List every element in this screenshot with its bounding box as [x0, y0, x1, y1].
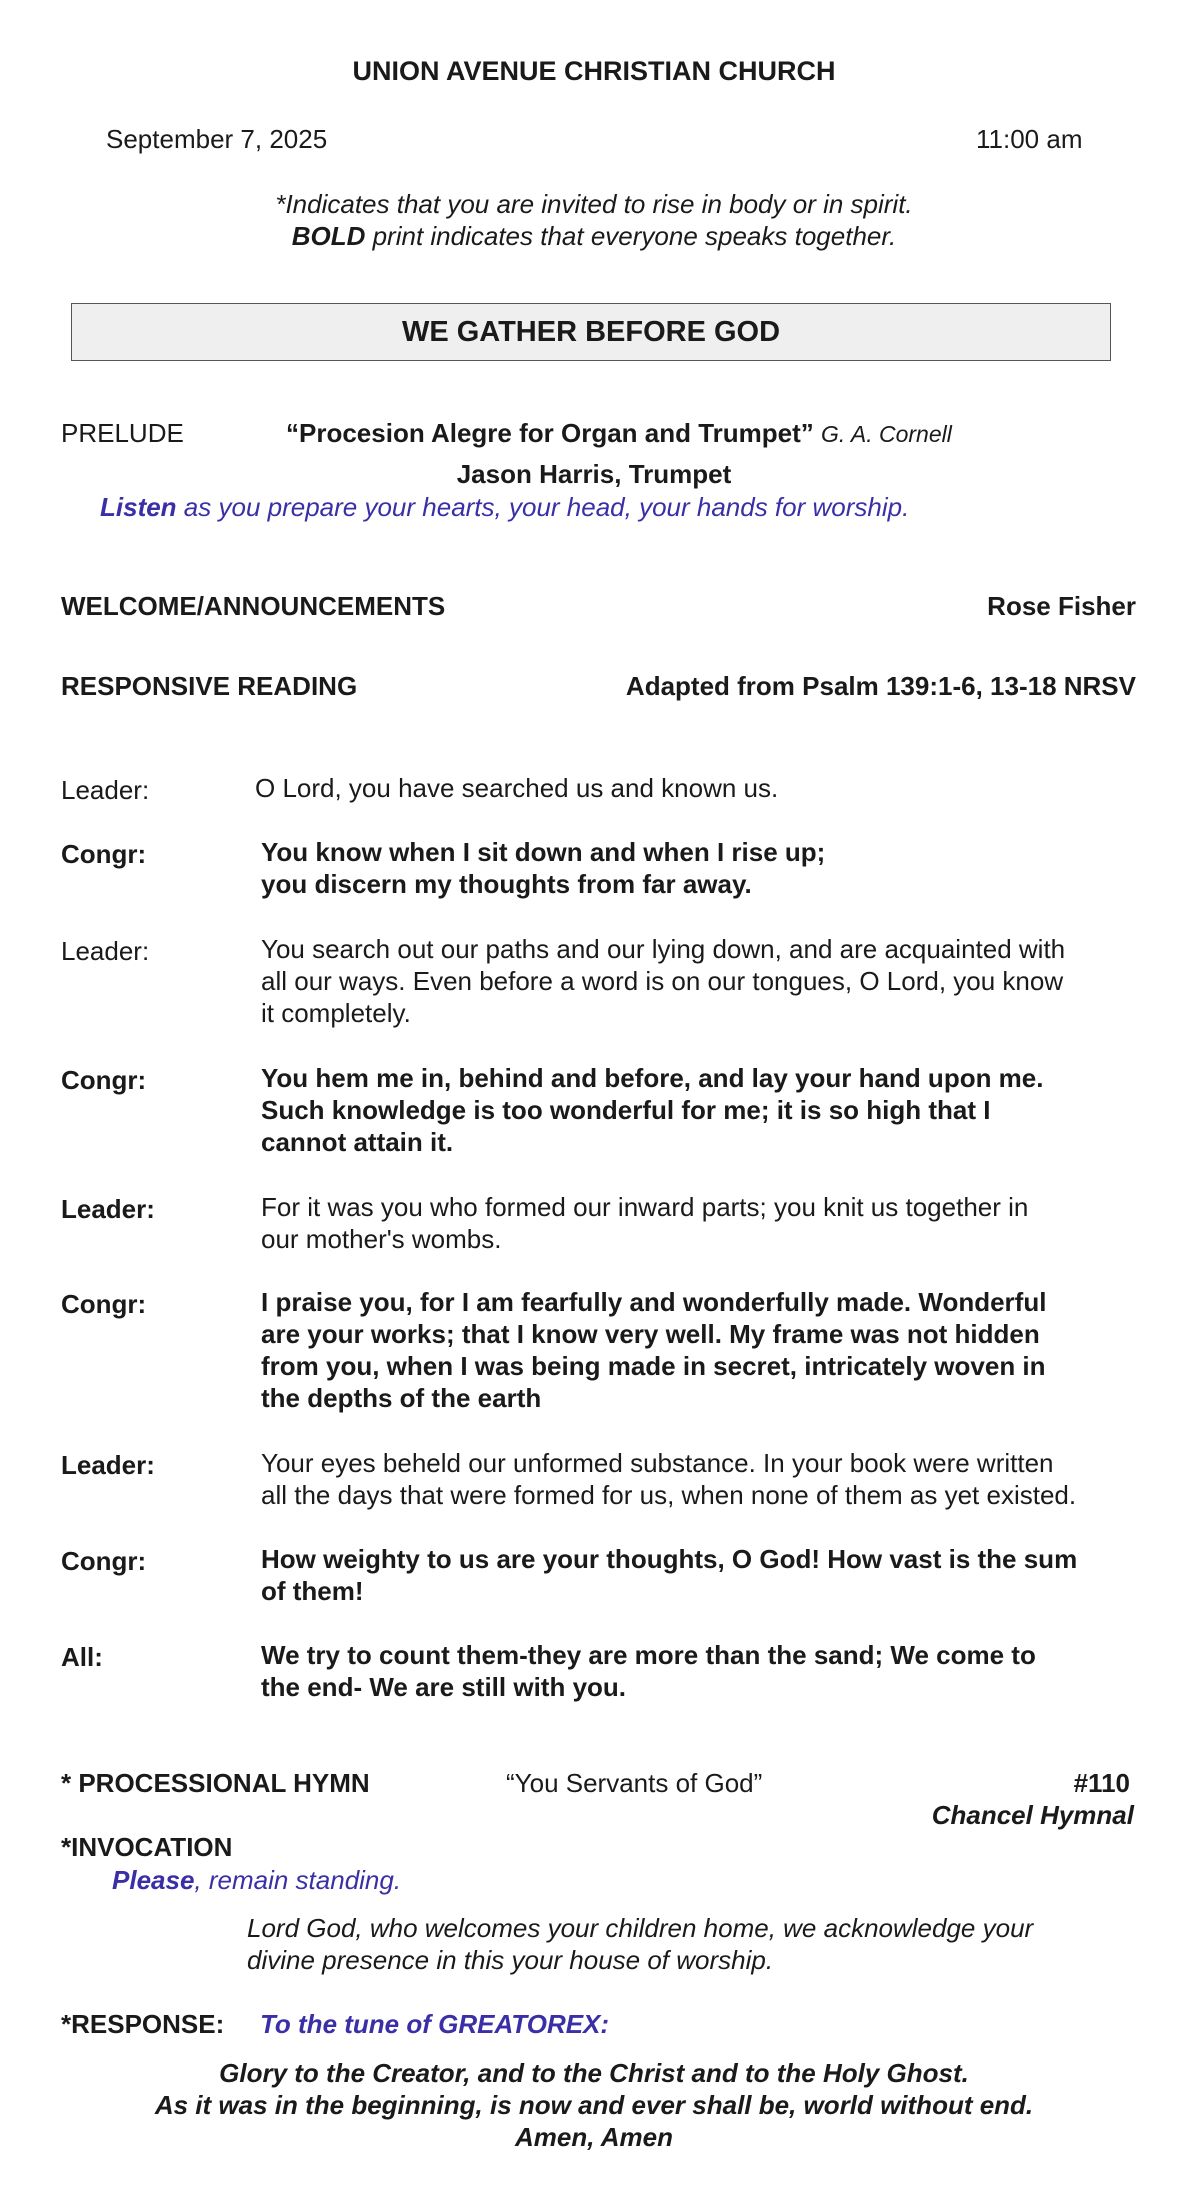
reading-speaker: All:	[61, 1642, 103, 1672]
hymn-label: * PROCESSIONAL HYMN	[61, 1768, 370, 1798]
reading-speaker: Leader:	[61, 1450, 155, 1480]
reading-line: For it was you who formed our inward parts; you knit us together in our mother's wombs.	[261, 1192, 1029, 1254]
prelude-title: “Procesion Alegre for Organ and Trumpet”	[286, 418, 814, 448]
listen-emphasis: Listen	[100, 492, 177, 522]
reading-line: You search out our paths and our lying down, and are acquainted with all our ways. Even before a word is on our tongues, O Lord, you know it completely.	[261, 934, 1066, 1028]
reading-line: How weighty to us are your thoughts, O God! How vast is the sum of them!	[261, 1544, 1078, 1606]
reading-speaker: Congr:	[61, 839, 147, 869]
reading-speaker: Congr:	[61, 1289, 147, 1319]
hymnal-name: Chancel Hymnal	[931, 1800, 1134, 1830]
responsive-reading-label: RESPONSIVE READING	[61, 671, 358, 701]
response-tune: To the tune of GREATOREX:	[260, 2009, 610, 2039]
bold-note-rest: print indicates that everyone speaks together.	[365, 221, 897, 251]
response-line-3: Amen, Amen	[515, 2122, 673, 2152]
reading-line: You know when I sit down and when I rise up; you discern my thoughts from far away.	[261, 837, 826, 899]
prelude-instruction	[100, 492, 909, 523]
response-line-1: Glory to the Creator, and to the Christ and to the Holy Ghost.	[219, 2058, 969, 2088]
bold-note-emphasis: BOLD	[291, 221, 366, 251]
please-rest: , remain standing.	[194, 1865, 402, 1895]
invocation-instruction	[112, 1865, 401, 1896]
responsive-reading-source: Adapted from Psalm 139:1-6, 13-18 NRSV	[625, 671, 1136, 701]
prelude-piece	[286, 418, 952, 449]
hymn-number: #110	[1073, 1768, 1130, 1798]
reading-speaker: Leader:	[61, 936, 150, 966]
prelude-composer: G. A. Cornell	[821, 421, 952, 447]
welcome-label: WELCOME/ANNOUNCEMENTS	[61, 591, 446, 621]
reading-speaker: Congr:	[61, 1546, 147, 1576]
response-line-2: As it was in the beginning, is now and ever shall be, world without end.	[154, 2090, 1034, 2120]
reading-line: O Lord, you have searched us and known us.	[255, 773, 779, 803]
please-emphasis: Please	[112, 1865, 195, 1895]
prelude-label: PRELUDE	[61, 418, 184, 448]
church-name: UNION AVENUE CHRISTIAN CHURCH	[352, 56, 836, 86]
rise-note: *Indicates that you are invited to rise in body or in spirit.	[275, 189, 913, 219]
bold-note	[0, 221, 1188, 252]
invocation-label: *INVOCATION	[61, 1832, 233, 1862]
prelude-performer: Jason Harris, Trumpet	[456, 459, 732, 489]
service-time: 11:00 am	[976, 124, 1083, 154]
section-title-box: WE GATHER BEFORE GOD	[71, 303, 1111, 361]
listen-rest: as you prepare your hearts, your head, your hands for worship.	[176, 492, 910, 522]
reading-line: We try to count them-they are more than the sand; We come to the end- We are still with you.	[261, 1640, 1036, 1702]
response-label: *RESPONSE:	[61, 2009, 225, 2039]
reading-line: I praise you, for I am fearfully and wonderfully made. Wonderful are your works; that I know very well. My frame was not hidden from you, when I was being made in secret, intricately woven in the depths of the earth	[261, 1287, 1047, 1413]
reading-line: Your eyes beheld our unformed substance. In your book were written all the days that were formed for us, when none of them as yet existed.	[261, 1448, 1077, 1510]
welcome-leader: Rose Fisher	[987, 591, 1136, 621]
hymn-title: “You Servants of God”	[506, 1768, 763, 1798]
reading-speaker: Leader:	[61, 1194, 155, 1224]
reading-speaker: Leader:	[61, 775, 150, 805]
reading-speaker: Congr:	[61, 1065, 147, 1095]
invocation-prayer: Lord God, who welcomes your children home, we acknowledge your divine presence in this your house of worship.	[247, 1913, 1034, 1975]
service-date: September 7, 2025	[106, 124, 328, 154]
reading-line: You hem me in, behind and before, and lay your hand upon me. Such knowledge is too wonderful for me; it is so high that I cannot attain it.	[261, 1063, 1044, 1157]
